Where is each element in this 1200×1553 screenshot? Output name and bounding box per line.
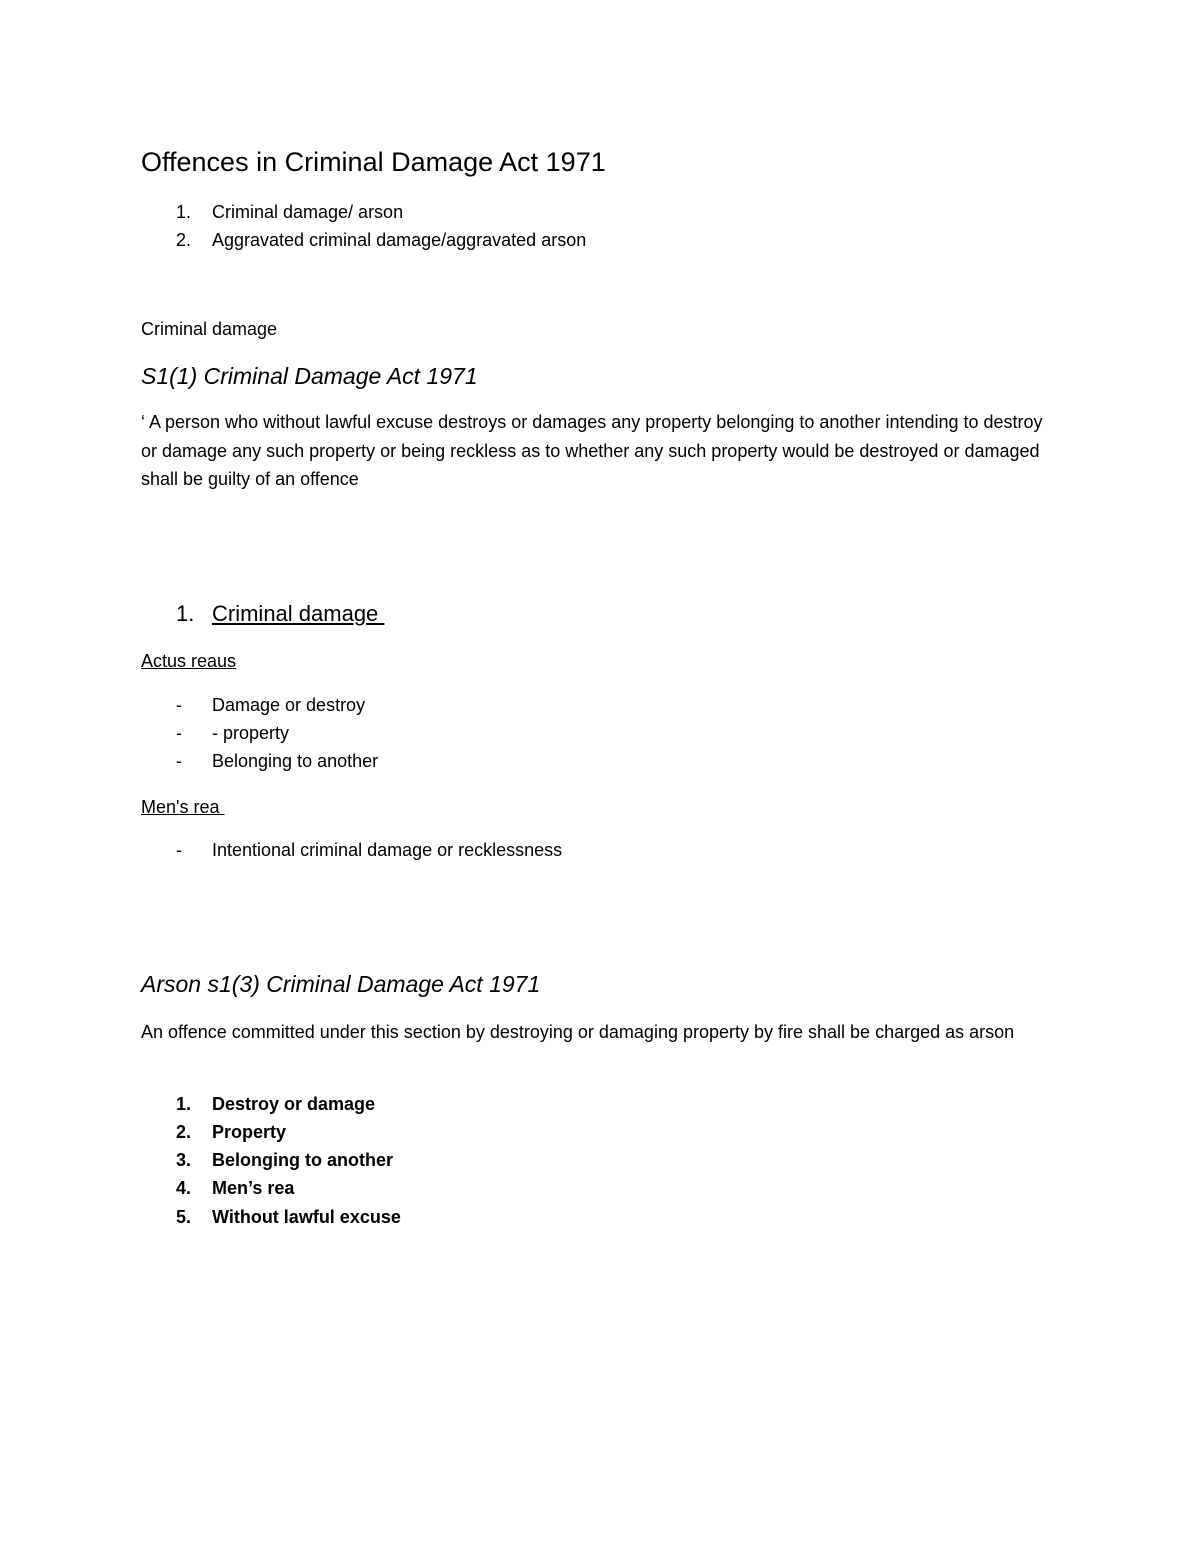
list-item-text: Destroy or damage: [212, 1094, 376, 1114]
list-item-text: Intentional criminal damage or recklessness: [212, 840, 563, 860]
arson-text: An offence committed under this section by destroying or damaging property by fire shall be charged as arson: [141, 1022, 1015, 1042]
list-item-text: Belonging to another: [212, 751, 379, 771]
actus-reus-label: Actus reaus: [141, 651, 237, 671]
section-number: 1.: [176, 601, 195, 626]
list-item-text: Criminal damage/ arson: [212, 202, 404, 222]
document-title: Offences in Criminal Damage Act 1971: [141, 147, 606, 177]
list-marker: 2.: [176, 1122, 192, 1142]
list-item-text: Belonging to another: [212, 1150, 393, 1170]
list-marker: -: [176, 695, 182, 715]
list-marker: 4.: [176, 1178, 192, 1198]
list-marker: 2.: [176, 230, 192, 250]
list-marker: 1.: [176, 202, 192, 222]
list-marker: 1.: [176, 1094, 192, 1114]
list-item-text: Property: [212, 1122, 287, 1142]
mens-rea-label: Men's rea: [141, 797, 225, 817]
list-item-text: Damage or destroy: [212, 695, 366, 715]
list-marker: 5.: [176, 1207, 192, 1227]
list-item-text: - property: [212, 723, 290, 743]
list-item-text: Aggravated criminal damage/aggravated arson: [212, 230, 587, 250]
list-marker: -: [176, 723, 182, 743]
criminal-damage-heading: Criminal damage: [212, 601, 385, 626]
list-marker: 3.: [176, 1150, 192, 1170]
list-marker: -: [176, 751, 182, 771]
s1-heading: S1(1) Criminal Damage Act 1971: [141, 363, 478, 389]
s1-quote: ‘ A person who without lawful excuse destroys or damages any property belonging to another intending to destroy or damage any such property or being reckless as to whether any such property would be destroyed or damaged shall be guilty of an offence: [141, 412, 1043, 489]
list-item-text: Without lawful excuse: [212, 1207, 401, 1227]
section-label: Criminal damage: [141, 319, 278, 339]
list-item-text: Men’s rea: [212, 1178, 295, 1198]
list-marker: -: [176, 840, 182, 860]
arson-heading: Arson s1(3) Criminal Damage Act 1971: [141, 971, 541, 997]
